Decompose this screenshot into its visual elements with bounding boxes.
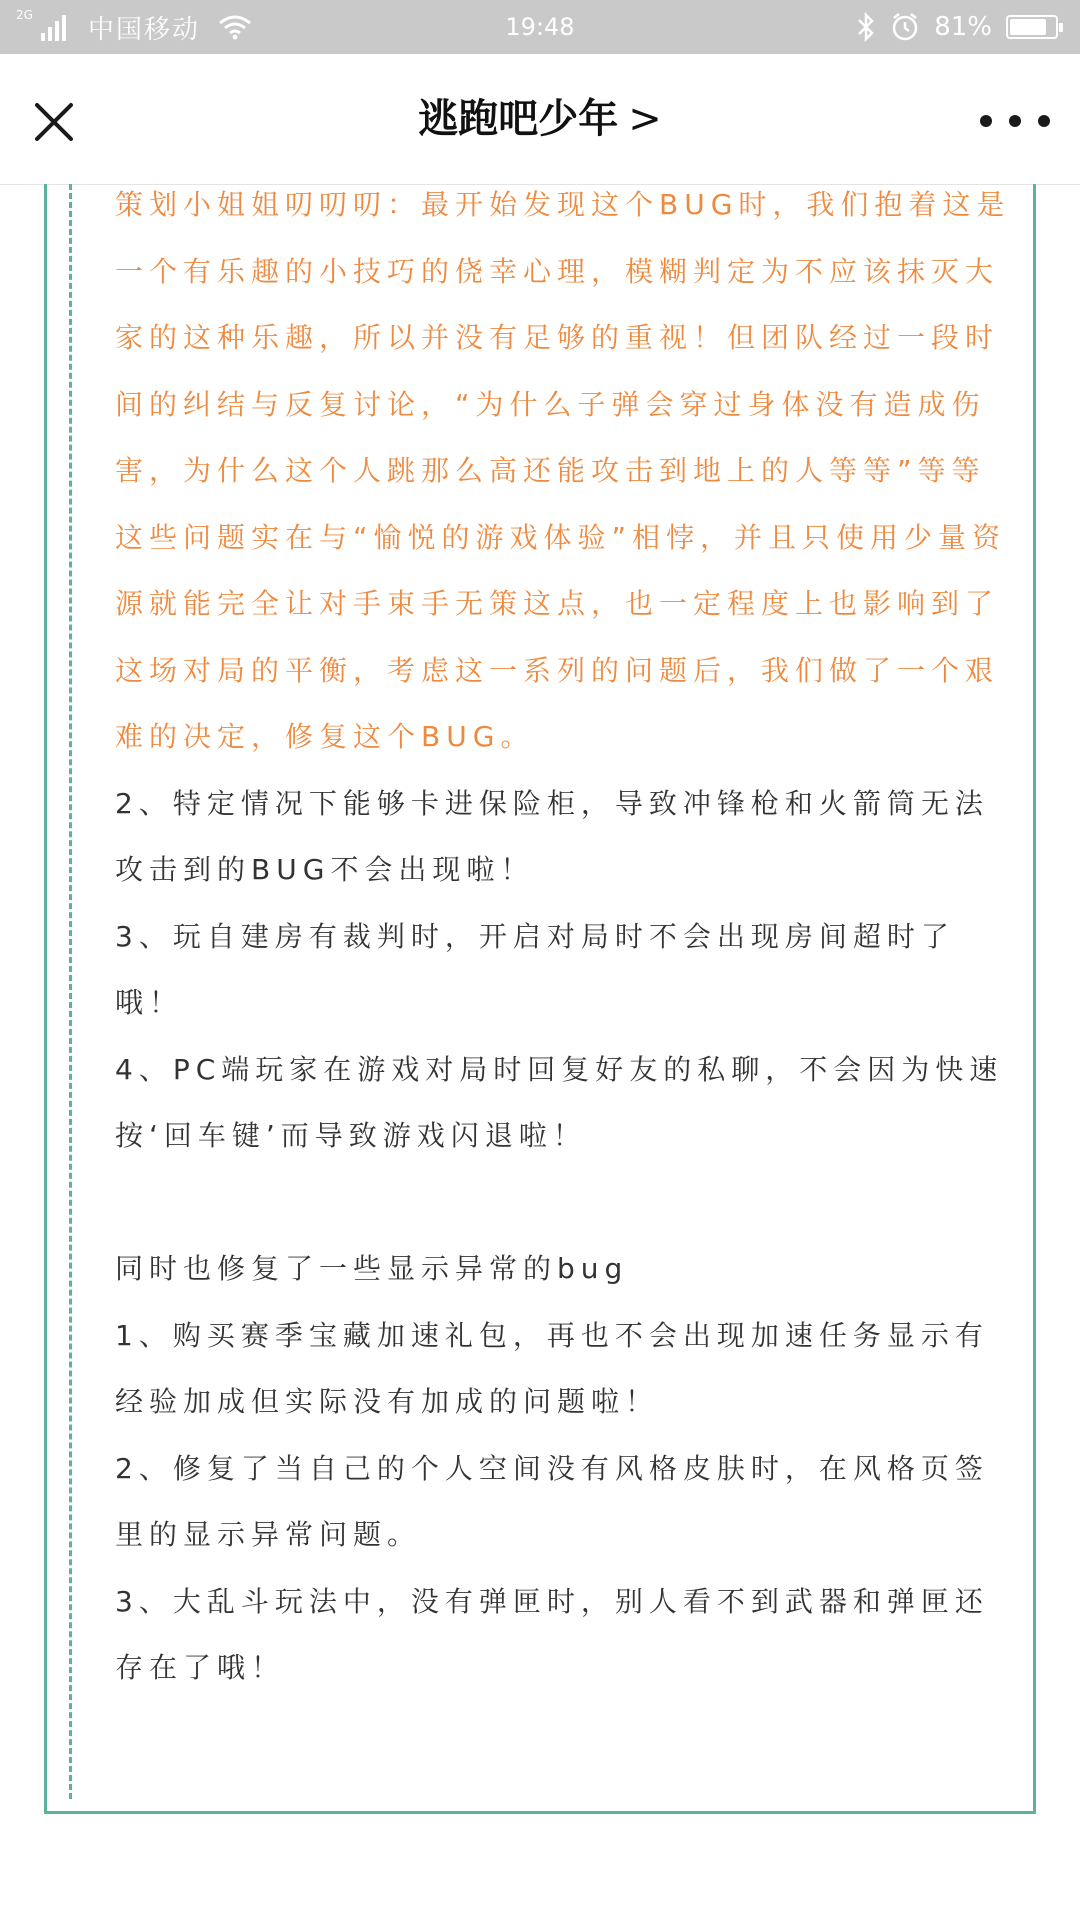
fix-item: 2、特定情况下能够卡进保险柜，导致冲锋枪和火箭筒无法攻击到的BUG不会出现啦！ bbox=[115, 786, 989, 886]
article-body bbox=[115, 184, 1015, 1702]
more-dot-icon bbox=[1038, 115, 1050, 127]
status-time: 19:48 bbox=[505, 13, 575, 41]
article-frame bbox=[44, 184, 1036, 1814]
more-options-button[interactable] bbox=[980, 106, 1050, 136]
display-fix-item: 1、购买赛季宝藏加速礼包，再也不会出现加速任务显示有经验加成但实际没有加成的问题啦！ bbox=[115, 1318, 989, 1418]
more-dot-icon bbox=[980, 115, 992, 127]
chevron-right-icon: > bbox=[628, 96, 662, 142]
account-title-link[interactable] bbox=[0, 54, 1080, 184]
status-bar bbox=[0, 0, 1080, 54]
spacer bbox=[115, 1170, 1015, 1237]
bluetooth-icon bbox=[856, 12, 876, 42]
network-type: 2G bbox=[16, 8, 33, 22]
more-dot-icon bbox=[1009, 115, 1021, 127]
alarm-icon bbox=[890, 12, 920, 42]
carrier-name: 中国移动 bbox=[87, 14, 200, 45]
battery-percent: 81% bbox=[934, 12, 992, 42]
page-title: 逃跑吧少年 bbox=[418, 96, 619, 142]
fix-item: 4、PC端玩家在游戏对局时回复好友的私聊，不会因为快速按‘回车键’而导致游戏闪退啦！ bbox=[115, 1052, 1004, 1152]
fix-item: 3、玩自建房有裁判时，开启对局时不会出现房间超时了哦！ bbox=[115, 919, 955, 1019]
section-heading: 同时也修复了一些显示异常的bug bbox=[115, 1252, 629, 1285]
display-fix-item: 2、修复了当自己的个人空间没有风格皮肤时，在风格页签里的显示异常问题。 bbox=[115, 1451, 989, 1551]
dashed-divider bbox=[69, 184, 72, 1799]
status-right bbox=[856, 0, 1058, 54]
battery-fill bbox=[1010, 19, 1046, 35]
display-fix-item: 3、大乱斗玩法中，没有弹匣时，别人看不到武器和弹匣还存在了哦！ bbox=[115, 1584, 989, 1684]
battery-icon bbox=[1006, 15, 1058, 39]
designer-note: 策划小姐姐叨叨叨：最开始发现这个BUG时，我们抱着这是一个有乐趣的小技巧的侥幸心理，模糊判定为不应该抹灭大家的这种乐趣，所以并没有足够的重视！但团队经过一段时间的纠结与反复讨论，“为什么子弹会穿过身体没有造成伤害，为什么这个人跳那么高还能攻击到地上的人等等”等等这些问题实在与“愉悦的游戏体验”相悖，并且只使用少量资源就能完全让对手束手无策这点，也一定程度上也影响到了这场对局的平衡，考虑这一系列的问题后，我们做了一个艰难的决定，修复这个BUG。 bbox=[115, 188, 1011, 753]
nav-bar bbox=[0, 54, 1080, 185]
